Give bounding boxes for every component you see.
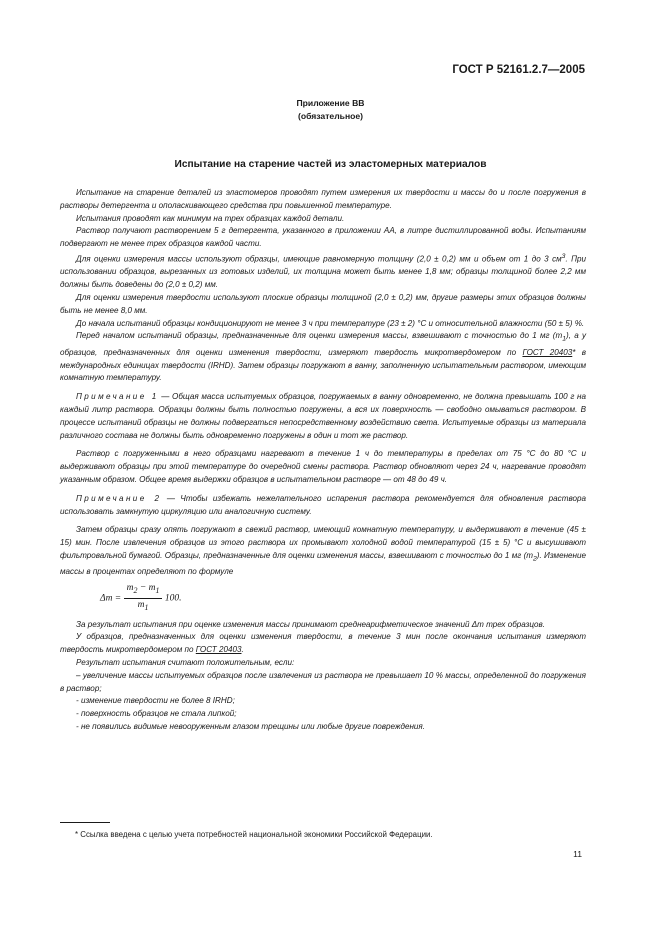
paragraph: Испытание на старение деталей из эластомеров проводят путем измерения их твердости и массы до и после погружения в растворы детергента и ополаскивающего средства при повышенной температуре. <box>60 188 586 210</box>
formula-op: − <box>137 583 149 594</box>
document-body <box>60 187 586 734</box>
paragraph: За результат испытания при оценке изменения массы принимают среднеарифметическое значений Δm трех образцов. <box>76 619 545 629</box>
formula-numerator <box>124 582 163 599</box>
annex-heading <box>0 97 661 123</box>
subscript: 2 <box>533 555 537 563</box>
text-run: Перед началом испытаний образцы, предназначенные для оценки измерения массы, взвешивают с точностью до 1 мг (m <box>76 331 563 341</box>
section-title: Испытание на старение частей из эластомерных материалов <box>174 159 487 170</box>
paragraph: Раствор с погруженными в него образцами нагревают в течение 1 ч до температуры в пределах от 75 °С до 80 °С и выдерживают образцы при этой температуре до очередной смены раствора. Раствор обновляют через 24 ч, нагревание проводят указанным образом. Общее время выдержки образцов в испытательном растворе — от 48 до 49 ч. <box>60 449 586 485</box>
text-run: . <box>241 645 244 655</box>
list-item: - изменение твердости не более 8 IRHD; <box>76 696 235 706</box>
annex-title: Приложение ВВ <box>296 98 365 108</box>
formula-lhs: Δm = <box>100 593 122 604</box>
paragraph: Испытания проводят как минимум на трех образцах каждой детали. <box>76 213 345 223</box>
list-item: – увеличение массы испытуемых образцов после извлечения из раствора не превышает 10 % массы, определенной до погружения в раствор; <box>60 670 586 693</box>
paragraph: До начала испытаний образцы кондиционируют не менее 3 ч при температуре (23 ± 2) °С и относительной влажности (50 ± 5) %. <box>76 318 585 328</box>
formula-sub: 1 <box>155 586 160 596</box>
formula-sub: 1 <box>144 602 149 612</box>
gost-20403-link[interactable]: ГОСТ 20403 <box>522 347 573 357</box>
formula-var: m <box>148 583 156 594</box>
formula-fraction <box>124 582 163 614</box>
formula-tail: 100. <box>164 593 182 604</box>
paragraph <box>60 524 586 579</box>
page-number: 11 <box>573 849 582 859</box>
formula-sub: 2 <box>133 586 138 596</box>
text-run: ), а у образцов, предназначенных для оценки изменения твердости, измеряют твердость микротвердомером по <box>60 331 587 357</box>
superscript: 3 <box>561 252 566 260</box>
paragraph: Результат испытания считают положительным, если: <box>76 657 295 667</box>
paragraph <box>60 251 586 292</box>
paragraph: Раствор получают растворением 5 г детергента, указанного в приложении АА, в литре дистиллированной воды. Испытаниям подвергают не менее трех образцов каждой части. <box>60 226 586 249</box>
note-text: — Общая масса испытуемых образцов, погружаемых в ванну одновременно, не должна превышать 100 г на каждый литр раствора. Образцы должны быть полностью погружены, а вся их поверхность — свободно омываться раствором. В процессе испытаний образцы не должны подвергаться непосредственному воздействию света. Испытуемые образцы из материала различного состава не должны быть одновременно погружены в один и тот же раствор. <box>60 392 586 440</box>
text-run: . При использовании образцов, вырезанных из готовых изделий, их толщина может быть менее 1,8 мм; образцы толщиной более 2,2 мм должны быть доведены до (2,0 ± 0,2) мм. <box>60 254 586 290</box>
paragraph <box>60 631 586 657</box>
list-item: - не появились видимые невооруженным глазом трещины или любые другие повреждения. <box>76 721 425 731</box>
formula-var: m <box>126 583 134 594</box>
text-run: Для оценки измерения массы используют образцы, имеющие равномерную толщину (2,0 ± 0,2) мм и объем от 1 до 3 см <box>76 254 562 264</box>
note-label: Примечание 2 <box>76 493 162 503</box>
gost-20403-link[interactable]: ГОСТ 20403 <box>195 645 242 655</box>
note-1 <box>60 391 586 442</box>
text-run: * в международных единицах твердости (IRHD). Затем образцы погружают в ванну, заполненную испытательным раствором, имеющим комнатную температуру. <box>60 347 586 383</box>
note-label: Примечание 1 <box>76 392 159 402</box>
paragraph <box>60 330 586 385</box>
text-run: У образцов, предназначенных для оценки изменения твердости, в течение 3 мин после окончания испытания измеряют твердость микротвердомером по <box>60 632 586 655</box>
note-2 <box>60 493 586 519</box>
footnote: * Ссылка введена с целью учета потребностей национальной экономики Российской Федерации. <box>75 830 433 839</box>
subscript: 1 <box>562 336 566 344</box>
note-text: — Чтобы избежать нежелательного испарения раствора рекомендуется для обновления раствора использовать замкнутую циркуляцию или аналогичную систему. <box>60 493 586 516</box>
footnote-divider <box>60 822 110 823</box>
text-run: Затем образцы сразу опять погружают в свежий раствор, имеющий комнатную температуру, и выдерживают в течение (45 ± 15) мин. После извлечения образцов из этого раствора их промывают холодной водой температурой (15 ± 5) °С и высушивают фильтровальной бумагой. Образцы, предназначенные для оценки изменения массы, взвешивают с точностью до 1 мг (m <box>60 525 586 561</box>
text-run: ). Изменение массы в процентах определяют по формуле <box>60 551 586 577</box>
standard-number: ГОСТ Р 52161.2.7—2005 <box>452 64 585 76</box>
formula-denominator <box>124 599 163 615</box>
annex-status: (обязательное) <box>297 111 364 121</box>
mass-change-formula <box>100 582 586 614</box>
formula-var: m <box>137 599 145 610</box>
list-item: - поверхность образцов не стала липкой; <box>76 709 237 719</box>
paragraph: Для оценки измерения твердости используют плоские образцы толщиной (2,0 ± 0,2) мм, другие размеры этих образцов должны быть не менее 8,0 мм. <box>60 293 586 315</box>
